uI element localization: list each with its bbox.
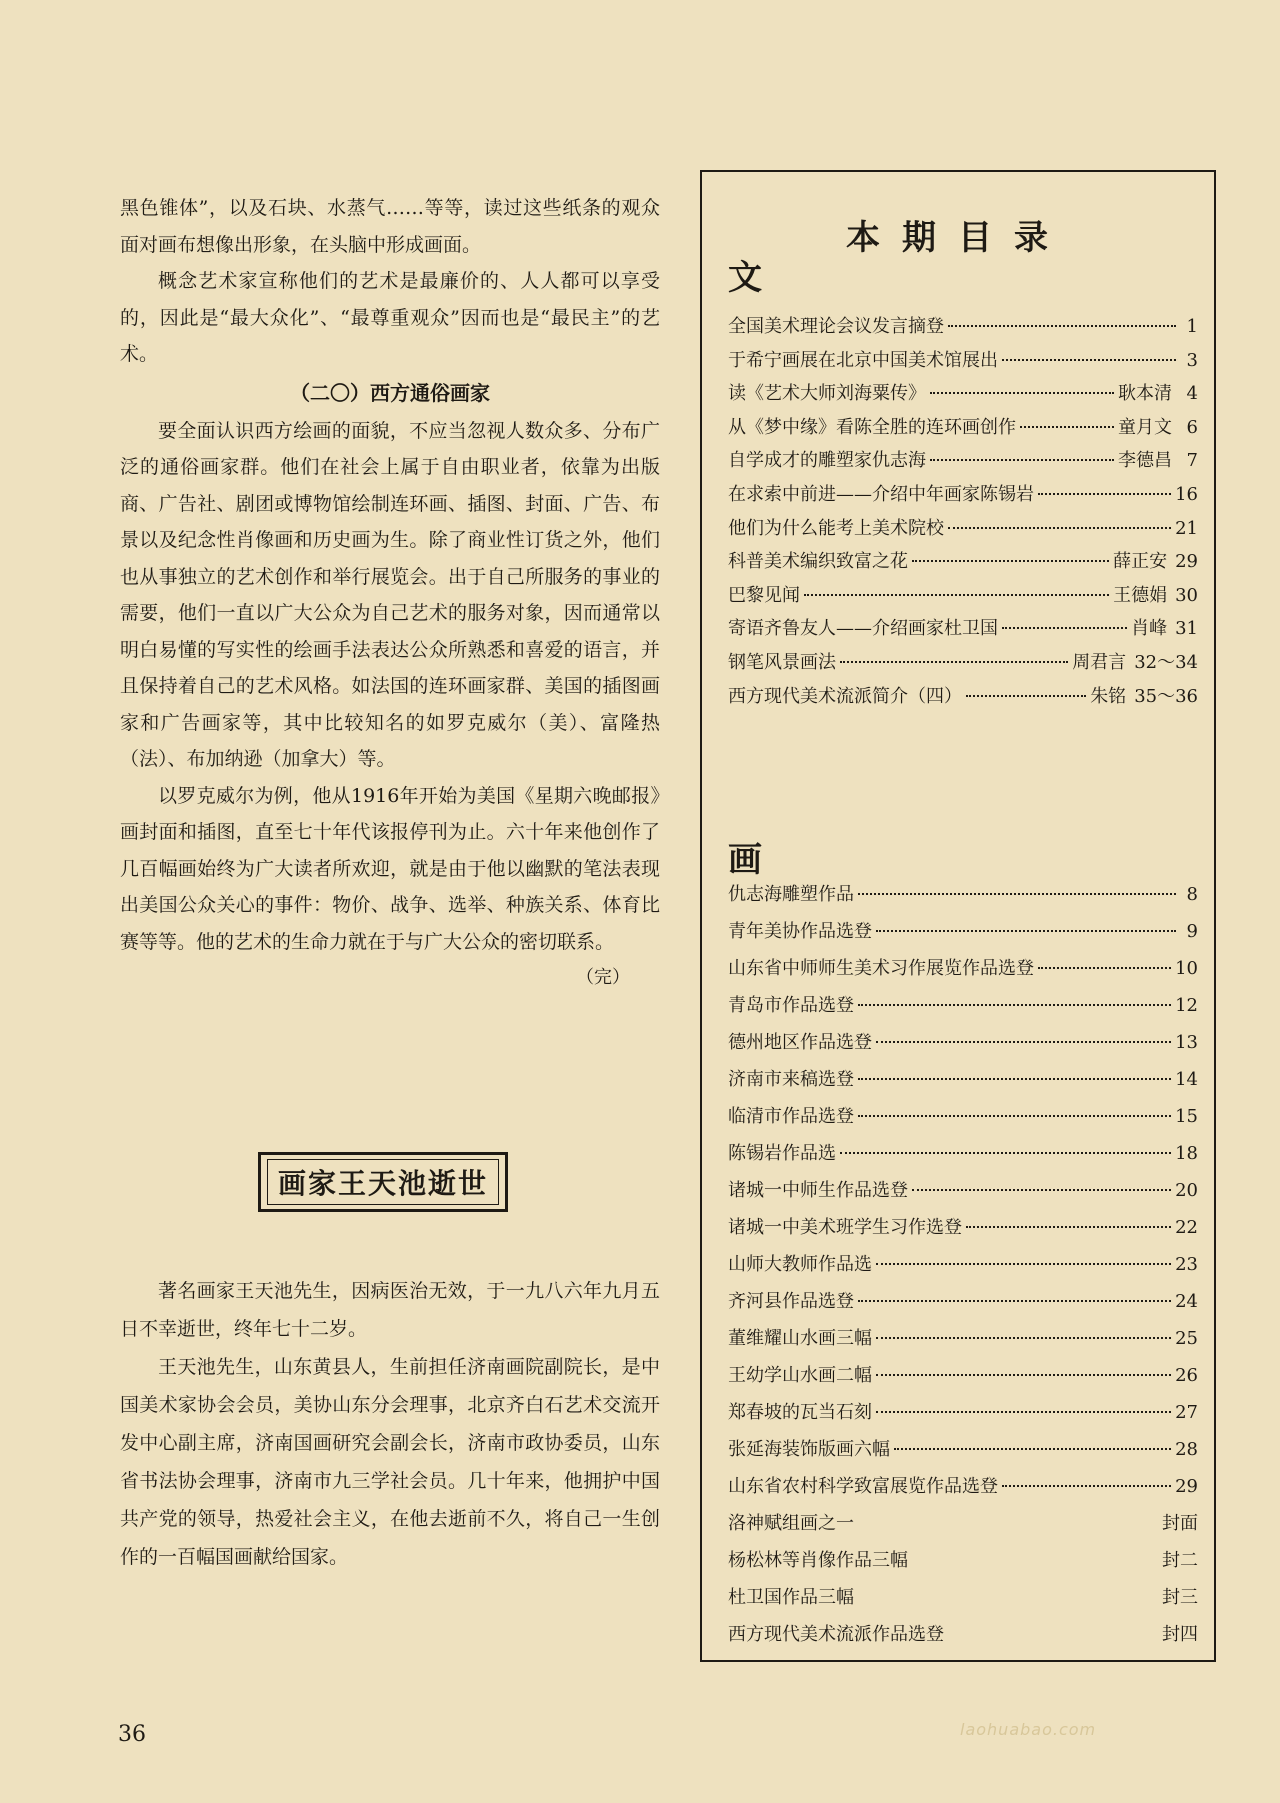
toc-entry-title: 济南市来稿选登: [728, 1069, 854, 1090]
toc-leader-dots: [858, 1004, 1171, 1006]
toc-entry: [728, 547, 1198, 581]
toc-title: 本期目录: [846, 218, 1070, 258]
toc-art-section-label: 画: [728, 840, 762, 880]
section-heading: （二〇）西方通俗画家: [290, 380, 490, 405]
article-paragraphs-bottom: [120, 413, 660, 961]
toc-art-list: [728, 880, 1198, 1657]
toc-text-section-label: 文: [728, 258, 762, 298]
toc-entry-page: 30: [1175, 584, 1198, 606]
toc-entry-page: 13: [1175, 1032, 1198, 1053]
toc-entry-title: 山东省中师师生美术习作展览作品选登: [728, 958, 1034, 979]
toc-entry: [728, 1398, 1198, 1435]
toc-leader-dots: [858, 893, 1176, 895]
toc-entry-page: 1: [1186, 316, 1198, 337]
toc-entry-page: 24: [1175, 1291, 1198, 1312]
toc-entry-page: 26: [1175, 1365, 1198, 1386]
toc-entry-title: 诸城一中美术班学生习作选登: [728, 1217, 962, 1238]
toc-entry-page: 封二: [1162, 1550, 1198, 1571]
toc-entry: [728, 413, 1198, 447]
toc-entry-title: 他们为什么能考上美术院校: [728, 517, 944, 539]
toc-entry-page: 3: [1186, 349, 1198, 371]
toc-leader-dots: [876, 1337, 1171, 1339]
toc-entry-page: 8: [1186, 884, 1198, 905]
page-number: 36: [118, 1722, 146, 1747]
toc-entry-title: 科普美术编织致富之花: [728, 551, 908, 573]
toc-entry-title: 寄语齐鲁友人——介绍画家杜卫国: [728, 618, 998, 640]
toc-entry: [728, 346, 1198, 380]
toc-leader-dots: [876, 1263, 1171, 1265]
toc-leader-dots: [804, 594, 1109, 596]
toc-leader-dots: [948, 325, 1176, 327]
paragraph: 以罗克威尔为例，他从1916年开始为美国《星期六晚邮报》画封面和插图，直至七十年代该报停刊为止。六十年来他创作了几百幅画始终为广大读者所欢迎，就是由于他以幽默的笔法表现出美国公众关心的事件：物价、战争、选举、种族关系、体育比赛等等。他的艺术的生命力就在于与广大公众的密切联系。: [120, 784, 660, 953]
article-body: [120, 190, 660, 996]
toc-entry-title: 巴黎见闻: [728, 584, 800, 606]
toc-entry: [728, 1102, 1198, 1139]
toc-leader-dots: [966, 695, 1086, 697]
toc-entry-title: 王幼学山水画二幅: [728, 1365, 872, 1386]
toc-leader-dots: [858, 1115, 1171, 1117]
toc-entry-page: 32～34: [1134, 651, 1198, 673]
toc-entry: [728, 1509, 1198, 1546]
toc-entry-page: 18: [1175, 1143, 1198, 1164]
toc-entry-page: 封面: [1162, 1513, 1198, 1534]
toc-text-list: [728, 312, 1198, 715]
toc-entry-page: 15: [1175, 1106, 1198, 1127]
toc-entry-page: 27: [1175, 1402, 1198, 1423]
toc-leader-dots: [1002, 359, 1176, 361]
toc-leader-dots: [876, 1041, 1171, 1043]
toc-entry: [728, 1139, 1198, 1176]
table-of-contents: [700, 170, 1216, 1662]
toc-leader-dots: [1038, 967, 1171, 969]
toc-entry-page: 6: [1186, 416, 1198, 438]
toc-entry: [728, 1472, 1198, 1509]
toc-entry-title: 青年美协作品选登: [728, 921, 872, 942]
toc-entry: [728, 682, 1198, 716]
toc-entry-title: 在求索中前进——介绍中年画家陈锡岩: [728, 483, 1034, 505]
end-mark: （完）: [576, 967, 630, 988]
toc-entry: [728, 1583, 1198, 1620]
toc-entry-page: 14: [1175, 1069, 1198, 1090]
toc-entry: [728, 1361, 1198, 1398]
toc-entry-title: 钢笔风景画法: [728, 651, 836, 673]
toc-entry-page: 封四: [1162, 1624, 1198, 1645]
toc-entry: [728, 648, 1198, 682]
toc-entry-title: 董维耀山水画三幅: [728, 1328, 872, 1349]
toc-entry-title: 自学成才的雕塑家仇志海: [728, 450, 926, 472]
toc-leader-dots: [876, 1374, 1171, 1376]
toc-leader-dots: [876, 930, 1176, 932]
paragraph: 著名画家王天池先生，因病医治无效，于一九八六年九月五日不幸逝世，终年七十二岁。: [120, 1280, 660, 1340]
toc-entry-title: 山师大教师作品选: [728, 1254, 872, 1275]
toc-entry-author: 周君言: [1072, 651, 1127, 673]
toc-entry-title: 洛神赋组画之一: [728, 1513, 854, 1534]
toc-entry: [728, 581, 1198, 615]
toc-leader-dots: [858, 1078, 1171, 1080]
toc-entry: [728, 379, 1198, 413]
toc-entry: [728, 1065, 1198, 1102]
toc-entry-title: 从《梦中缘》看陈全胜的连环画创作: [728, 416, 1016, 438]
toc-entry-author: 童月文: [1118, 416, 1172, 438]
toc-entry-title: 诸城一中师生作品选登: [728, 1180, 908, 1201]
toc-entry-title: 西方现代美术流派作品选登: [728, 1624, 944, 1645]
toc-entry-page: 7: [1186, 450, 1198, 472]
toc-entry: [728, 991, 1198, 1028]
toc-entry-author: 李德昌: [1118, 450, 1172, 472]
toc-entry-page: 4: [1186, 383, 1198, 405]
toc-entry-page: 35～36: [1134, 685, 1198, 707]
toc-entry-page: 12: [1175, 995, 1198, 1016]
toc-entry-page: 封三: [1162, 1587, 1198, 1608]
toc-leader-dots: [966, 1226, 1171, 1228]
toc-entry-title: 杨松林等肖像作品三幅: [728, 1550, 908, 1571]
toc-entry-title: 西方现代美术流派简介（四）: [728, 685, 962, 707]
toc-entry-title: 郑春坡的瓦当石刻: [728, 1402, 872, 1423]
toc-leader-dots: [1038, 493, 1171, 495]
toc-entry-page: 23: [1175, 1254, 1198, 1275]
toc-entry-page: 10: [1175, 958, 1198, 979]
article-paragraphs-top: [120, 190, 660, 373]
toc-entry-page: 28: [1175, 1439, 1198, 1460]
paragraph: 黑色锥体”，以及石块、水蒸气……等等，读过这些纸条的观众面对画布想像出形象，在头脑中形成画面。: [120, 197, 660, 256]
toc-entry: [728, 880, 1198, 917]
toc-entry-title: 张延海装饰版画六幅: [728, 1439, 890, 1460]
toc-entry-author: 王德娟: [1113, 584, 1168, 606]
toc-entry: [728, 1287, 1198, 1324]
paragraph: 要全面认识西方绘画的面貌，不应当忽视人数众多、分布广泛的通俗画家群。他们在社会上属于自由职业者，依靠为出版商、广告社、剧团或博物馆绘制连环画、插图、封面、广告、布景以及纪念性肖像画和历史画为生。除了商业性订货之外，他们也从事独立的艺术创作和举行展览会。出于自己所服务的事业的需要，他们一直以广大公众为自己艺术的服务对象，因而通常以明白易懂的写实性的绘画手法表达公众所熟悉和喜爱的语言，并且保持着自己的艺术风格。如法国的连环画家群、美国的插图画家和广告画家等，其中比较知名的如罗克威尔（美）、富隆热（法）、布加纳逊（加拿大）等。: [120, 419, 660, 770]
toc-leader-dots: [1002, 1485, 1171, 1487]
toc-entry-page: 25: [1175, 1328, 1198, 1349]
toc-leader-dots: [948, 527, 1171, 529]
toc-entry-page: 29: [1175, 1476, 1198, 1497]
toc-leader-dots: [840, 1152, 1171, 1154]
toc-entry-title: 于希宁画展在北京中国美术馆展出: [728, 349, 998, 371]
toc-entry-title: 全国美术理论会议发言摘登: [728, 316, 944, 337]
toc-entry: [728, 1028, 1198, 1065]
paragraph: 王天池先生，山东黄县人，生前担任济南画院副院长，是中国美术家协会会员，美协山东分会理事，北京齐白石艺术交流开发中心副主席，济南国画研究会副会长，济南市政协委员，山东省书法协会理事，济南市九三学社会员。几十年来，他拥护中国共产党的领导，热爱社会主义，在他去逝前不久，将自己一生创作的一百幅国画献给国家。: [120, 1356, 660, 1568]
toc-entry: [728, 1620, 1198, 1657]
toc-entry: [728, 1435, 1198, 1472]
obituary-title: 画家王天池逝世: [267, 1159, 499, 1205]
toc-entry-page: 29: [1175, 551, 1198, 573]
toc-entry-title: 陈锡岩作品选: [728, 1143, 836, 1164]
toc-leader-dots: [912, 560, 1109, 562]
toc-entry: [728, 1250, 1198, 1287]
toc-entry-title: 临清市作品选登: [728, 1106, 854, 1127]
toc-entry-page: 22: [1175, 1217, 1198, 1238]
toc-entry: [728, 446, 1198, 480]
toc-leader-dots: [1020, 426, 1114, 428]
toc-entry: [728, 1213, 1198, 1250]
toc-entry: [728, 1176, 1198, 1213]
toc-entry-title: 山东省农村科学致富展览作品选登: [728, 1476, 998, 1497]
toc-entry-page: 9: [1186, 921, 1198, 942]
watermark: laohuabao.com: [960, 1720, 1097, 1739]
toc-entry-page: 16: [1175, 483, 1198, 505]
toc-entry-title: 仇志海雕塑作品: [728, 884, 854, 905]
toc-entry-title: 齐河县作品选登: [728, 1291, 854, 1312]
toc-leader-dots: [858, 1300, 1171, 1302]
toc-entry-title: 读《艺术大师刘海粟传》: [728, 383, 926, 405]
toc-leader-dots: [1002, 627, 1127, 629]
toc-entry-author: 薛正安: [1113, 551, 1168, 573]
toc-leader-dots: [894, 1448, 1171, 1450]
toc-leader-dots: [930, 392, 1114, 394]
toc-entry-page: 21: [1175, 517, 1198, 539]
toc-leader-dots: [912, 1189, 1171, 1191]
obituary-body: [120, 1272, 660, 1576]
toc-leader-dots: [876, 1411, 1171, 1413]
toc-entry-author: 肖峰: [1131, 618, 1168, 640]
toc-entry: [728, 1546, 1198, 1583]
paragraph: 概念艺术家宣称他们的艺术是最廉价的、人人都可以享受的，因此是“最大众化”、“最尊重观众”因而也是“最民主”的艺术。: [120, 270, 660, 365]
toc-entry-author: 耿本清: [1118, 383, 1172, 405]
toc-entry-page: 20: [1175, 1180, 1198, 1201]
toc-leader-dots: [840, 661, 1068, 663]
toc-leader-dots: [930, 459, 1114, 461]
toc-entry-title: 杜卫国作品三幅: [728, 1587, 854, 1608]
toc-entry: [728, 614, 1198, 648]
toc-entry-page: 31: [1175, 618, 1198, 640]
obituary-title-box: [258, 1152, 508, 1212]
toc-entry: [728, 514, 1198, 548]
toc-entry: [728, 1324, 1198, 1361]
toc-entry-author: 朱铭: [1090, 685, 1127, 707]
toc-entry: [728, 954, 1198, 991]
toc-entry: [728, 312, 1198, 346]
toc-entry: [728, 917, 1198, 954]
toc-entry-title: 德州地区作品选登: [728, 1032, 872, 1053]
toc-entry: [728, 480, 1198, 514]
toc-entry-title: 青岛市作品选登: [728, 995, 854, 1016]
